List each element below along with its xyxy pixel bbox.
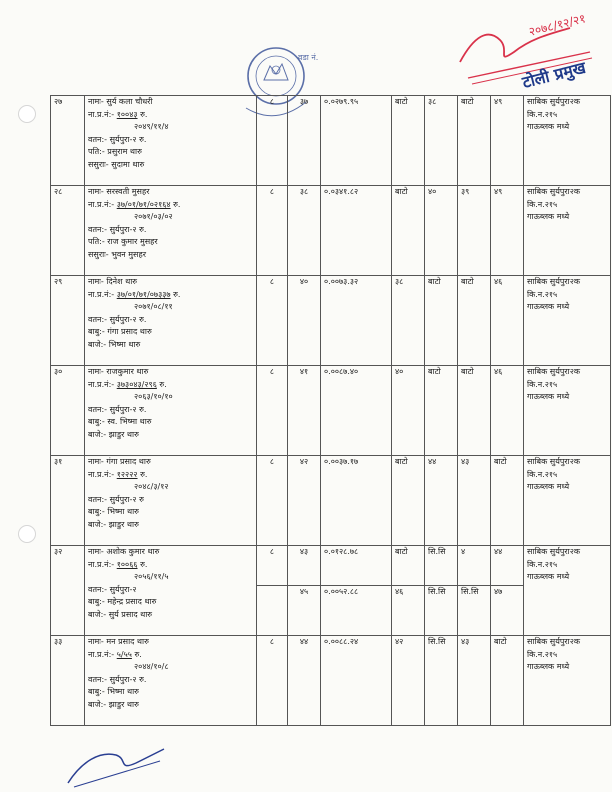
map-sheet-number: ८ bbox=[257, 546, 288, 586]
remark-line: साबिक सुर्यपुरा२क bbox=[527, 187, 581, 196]
map-sheet-number: ८ bbox=[257, 456, 288, 546]
plot-area: ०.०२७९.९५ bbox=[321, 96, 392, 186]
serial-number: ३२ bbox=[51, 546, 85, 636]
remark-line: कि.न.२१५ bbox=[527, 379, 558, 389]
remark-line: गाऊब्लक मध्ये bbox=[527, 122, 570, 132]
remark-line: साबिक सुर्यपुरा२क bbox=[527, 97, 581, 106]
relative-2: बाजे:- झाडुर थारु bbox=[88, 519, 139, 529]
relative-1: पति:- प्रसुराम थारु bbox=[88, 147, 142, 157]
owner-details bbox=[85, 276, 257, 366]
seal-ward-text: वडा नं. bbox=[298, 53, 319, 62]
boundary-east: बाटो bbox=[392, 96, 425, 186]
boundary-north: ४३ bbox=[458, 456, 491, 546]
plot-number: ३७ bbox=[288, 96, 321, 186]
signature-date: २०७८/१२/२१ bbox=[527, 11, 588, 39]
bottom-signature bbox=[60, 735, 170, 790]
plot-area: ०.००८७.४० bbox=[321, 366, 392, 456]
owner-details bbox=[85, 96, 257, 186]
boundary-west: बाटो bbox=[425, 276, 458, 366]
citizenship-date: २०७१/०३/०२ bbox=[134, 212, 173, 222]
plot-number: ४४ bbox=[288, 636, 321, 726]
serial-number: ३३ bbox=[51, 636, 85, 726]
citizenship-suffix: रु. bbox=[140, 109, 148, 119]
boundary-south: ४९ bbox=[491, 96, 524, 186]
citizenship-number: ५/५५ bbox=[116, 649, 132, 659]
citizenship-date: २०६३/१०/१० bbox=[134, 392, 173, 402]
owner-name: नामः- दिनेश थारु bbox=[88, 277, 138, 286]
relative-2: बाजे:- भिष्मा थारु bbox=[88, 339, 141, 349]
boundary-east: बाटो bbox=[392, 546, 425, 586]
boundary-east: ४६ bbox=[392, 586, 425, 636]
citizenship-date: २०५६/११/५ bbox=[134, 572, 169, 582]
boundary-north: ४ bbox=[458, 546, 491, 586]
citizenship-number: १००४३ bbox=[116, 109, 138, 119]
citizenship-number: ३७/०१/७१/०२१६४ bbox=[116, 199, 171, 209]
boundary-south: ४४ bbox=[491, 546, 524, 586]
table-row bbox=[51, 96, 611, 186]
serial-number: २८ bbox=[51, 186, 85, 276]
relative-1: बाबु:- भिष्मा थारु bbox=[88, 687, 139, 697]
map-sheet-number bbox=[257, 586, 288, 636]
remark-line: गाऊब्लक मध्ये bbox=[527, 572, 570, 582]
citizenship-date: २०४८/३/१२ bbox=[134, 482, 169, 492]
citizenship-suffix: रु. bbox=[173, 289, 181, 299]
boundary-north: बाटो bbox=[458, 366, 491, 456]
binder-hole-bottom bbox=[18, 525, 36, 543]
boundary-west: सि.सि bbox=[425, 636, 458, 726]
remark-line: कि.न.२१५ bbox=[527, 199, 558, 209]
citizenship-suffix: रु. bbox=[140, 559, 148, 569]
boundary-south: ४९ bbox=[491, 186, 524, 276]
boundary-east: ४० bbox=[392, 366, 425, 456]
remark-line: साबिक सुर्यपुरा२क bbox=[527, 367, 581, 376]
citizenship-date: २०४४/१०/८ bbox=[134, 662, 169, 672]
boundary-west: बाटो bbox=[425, 366, 458, 456]
citizenship-number: १२२२२ bbox=[116, 469, 138, 479]
boundary-south: ४६ bbox=[491, 366, 524, 456]
remarks bbox=[524, 546, 611, 636]
plot-area: ०.०३४१.८२ bbox=[321, 186, 392, 276]
relative-1: बाबु:- भिष्मा थारु bbox=[88, 507, 139, 517]
plot-area: ०.०१२८.७८ bbox=[321, 546, 392, 586]
remark-line: साबिक सुर्यपुरा२क bbox=[527, 277, 581, 286]
map-sheet-number: ८ bbox=[257, 186, 288, 276]
table-row bbox=[51, 366, 611, 456]
owner-details bbox=[85, 366, 257, 456]
owner-details bbox=[85, 636, 257, 726]
officer-signature-stamp bbox=[440, 6, 600, 96]
relative-1: पति:- राज कुमार मुसहर bbox=[88, 237, 158, 247]
table-row bbox=[51, 636, 611, 726]
map-sheet-number: ८ bbox=[257, 636, 288, 726]
boundary-east: ४२ bbox=[392, 636, 425, 726]
address: वतन:- सुर्यपुरा-२ रु. bbox=[88, 674, 147, 684]
owner-name: नामः- राजकुमार थारु bbox=[88, 367, 149, 376]
address: वतन:- सुर्यपुरा-२ रु. bbox=[88, 314, 147, 324]
citizenship-label: ना.प्र.नं:- bbox=[88, 199, 115, 209]
remark-line: कि.न.२१५ bbox=[527, 109, 558, 119]
map-sheet-number: ८ bbox=[257, 366, 288, 456]
citizenship-number: ३७३०४३/२९६ bbox=[116, 379, 157, 389]
serial-number: ३१ bbox=[51, 456, 85, 546]
remark-line: गाऊब्लक मध्ये bbox=[527, 662, 570, 672]
remark-line: कि.न.२१५ bbox=[527, 289, 558, 299]
remark-line: कि.न.२१५ bbox=[527, 469, 558, 479]
plot-number: ४५ bbox=[288, 586, 321, 636]
address: वतन:- सुर्यपुरा-२ रु bbox=[88, 494, 144, 504]
boundary-south: ४६ bbox=[491, 276, 524, 366]
remarks bbox=[524, 366, 611, 456]
citizenship-label: ना.प्र.नं:- bbox=[88, 109, 115, 119]
boundary-west: ४४ bbox=[425, 456, 458, 546]
boundary-west: सि.सि bbox=[425, 546, 458, 586]
team-leader-title: टोली प्रमुख bbox=[520, 57, 588, 92]
boundary-north: बाटो bbox=[458, 96, 491, 186]
relative-2: ससुराः- सुदामा थारु bbox=[88, 159, 145, 169]
remark-line: गाऊब्लक मध्ये bbox=[527, 482, 570, 492]
relative-1: बाबु:- महेन्द्र प्रसाद थारु bbox=[88, 597, 157, 607]
boundary-east: बाटो bbox=[392, 456, 425, 546]
relative-2: बाजे:- झाडुर थारु bbox=[88, 699, 139, 709]
address: वतन:- सुर्यपुरा-२ bbox=[88, 584, 137, 594]
serial-number: ३० bbox=[51, 366, 85, 456]
owner-details bbox=[85, 186, 257, 276]
plot-number: ४० bbox=[288, 276, 321, 366]
remarks bbox=[524, 186, 611, 276]
boundary-north: ४३ bbox=[458, 636, 491, 726]
plot-number: ३८ bbox=[288, 186, 321, 276]
table-row bbox=[51, 186, 611, 276]
serial-number: २९ bbox=[51, 276, 85, 366]
citizenship-label: ना.प्र.नं:- bbox=[88, 379, 115, 389]
owner-name: नामः- गंगा प्रसाद थारु bbox=[88, 457, 151, 466]
boundary-south: बाटो bbox=[491, 456, 524, 546]
citizenship-label: ना.प्र.नं:- bbox=[88, 289, 115, 299]
boundary-west: ४० bbox=[425, 186, 458, 276]
citizenship-label: ना.प्र.नं:- bbox=[88, 649, 115, 659]
remark-line: गाऊब्लक मध्ये bbox=[527, 392, 570, 402]
plot-area: ०.००७३.३२ bbox=[321, 276, 392, 366]
land-register-table bbox=[50, 95, 611, 726]
address: वतन:- सुर्यपुरा-२ रु. bbox=[88, 224, 147, 234]
citizenship-suffix: रु. bbox=[140, 469, 148, 479]
map-sheet-number: ८ bbox=[257, 96, 288, 186]
remark-line: कि.न.२१५ bbox=[527, 649, 558, 659]
owner-name: नामः- सरस्वती मुसहर bbox=[88, 187, 150, 196]
boundary-south: ४७ bbox=[491, 586, 524, 636]
citizenship-suffix: रु. bbox=[173, 199, 181, 209]
citizenship-number: ३७/०१/७१/०७३३७ bbox=[116, 289, 171, 299]
boundary-north: बाटो bbox=[458, 276, 491, 366]
citizenship-label: ना.प्र.नं:- bbox=[88, 469, 115, 479]
plot-number: ४३ bbox=[288, 546, 321, 586]
relative-1: बाबु:- स्व. भिष्मा थारु bbox=[88, 417, 152, 427]
remarks bbox=[524, 636, 611, 726]
remark-line: साबिक सुर्यपुरा२क bbox=[527, 457, 581, 466]
citizenship-label: ना.प्र.नं:- bbox=[88, 559, 115, 569]
citizenship-number: १००६६ bbox=[116, 559, 138, 569]
table-row bbox=[51, 546, 611, 586]
owner-name: नामः- अशोक कुमार थारु bbox=[88, 547, 160, 556]
remarks bbox=[524, 276, 611, 366]
relative-1: बाबु:- गंगा प्रसाद थारु bbox=[88, 327, 152, 337]
remark-line: कि.न.२१५ bbox=[527, 559, 558, 569]
map-sheet-number: ८ bbox=[257, 276, 288, 366]
owner-details bbox=[85, 456, 257, 546]
citizenship-suffix: रु. bbox=[134, 649, 142, 659]
plot-number: ४२ bbox=[288, 456, 321, 546]
table-row bbox=[51, 276, 611, 366]
remarks bbox=[524, 96, 611, 186]
table-row bbox=[51, 456, 611, 546]
relative-2: बाजे:- झाडुर थारु bbox=[88, 429, 139, 439]
boundary-north: सि.सि bbox=[458, 586, 491, 636]
boundary-east: ३८ bbox=[392, 276, 425, 366]
address: वतन:- सुर्यपुरा-२ रु. bbox=[88, 134, 147, 144]
boundary-east: बाटो bbox=[392, 186, 425, 276]
relative-2: बाजे:- सुर्य प्रसाद थारु bbox=[88, 609, 153, 619]
boundary-north: ३९ bbox=[458, 186, 491, 276]
plot-area: ०.००३७.१७ bbox=[321, 456, 392, 546]
plot-area: ०.००५२.८८ bbox=[321, 586, 392, 636]
owner-details bbox=[85, 546, 257, 636]
citizenship-suffix: रु. bbox=[159, 379, 167, 389]
remark-line: गाऊब्लक मध्ये bbox=[527, 302, 570, 312]
citizenship-date: २०७१/०८/११ bbox=[134, 302, 173, 312]
plot-area: ०.००८८.२४ bbox=[321, 636, 392, 726]
owner-name: नामः- सुर्य कला चौधरी bbox=[88, 97, 153, 106]
plot-number: ४१ bbox=[288, 366, 321, 456]
relative-2: ससुराः- भुवन मुसहर bbox=[88, 249, 146, 259]
serial-number: २७ bbox=[51, 96, 85, 186]
boundary-west: ३८ bbox=[425, 96, 458, 186]
binder-hole-top bbox=[18, 105, 36, 123]
remark-line: गाऊब्लक मध्ये bbox=[527, 212, 570, 222]
address: वतन:- सुर्यपुरा-२ रु. bbox=[88, 404, 147, 414]
remark-line: साबिक सुर्यपुरा२क bbox=[527, 547, 581, 556]
citizenship-date: २०४९/११/४ bbox=[134, 122, 169, 132]
remark-line: साबिक सुर्यपुरा२क bbox=[527, 637, 581, 646]
owner-name: नामः- मन प्रसाद थारु bbox=[88, 637, 149, 646]
boundary-south: बाटो bbox=[491, 636, 524, 726]
remarks bbox=[524, 456, 611, 546]
boundary-west: सि.सि bbox=[425, 586, 458, 636]
